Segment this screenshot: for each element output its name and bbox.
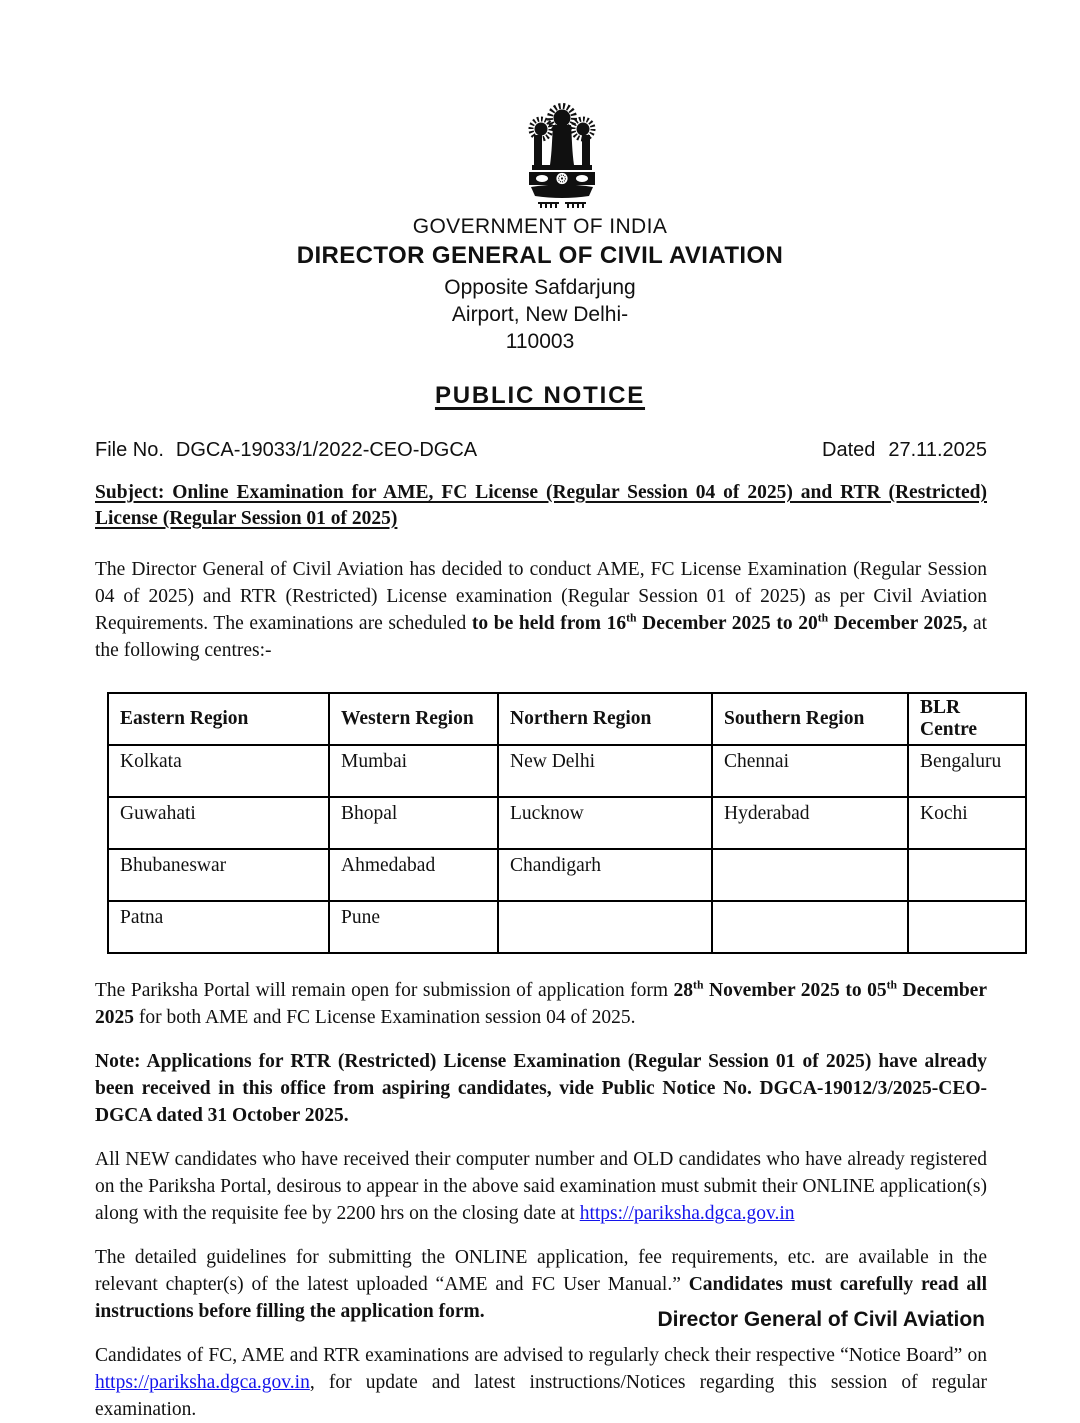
address-block	[0, 274, 1080, 355]
subject-line: Subject: Online Examination for AME, FC License (Regular Session 04 of 2025) and RTR (Restricted)	[95, 482, 987, 503]
centre-cell: Kochi	[908, 797, 1026, 849]
noticeboard-paragraph	[95, 1342, 987, 1423]
notice-title: PUBLIC NOTICE	[434, 382, 646, 409]
table-row	[108, 745, 1026, 797]
exam-dates-bold: December 2025 to 20	[636, 613, 818, 634]
india-national-emblem-icon	[526, 103, 598, 209]
dated-value: 27.11.2025	[888, 439, 987, 461]
centre-cell: Mumbai	[329, 745, 498, 797]
address-line: Airport, New Delhi-	[451, 303, 629, 326]
centre-cell	[712, 849, 908, 901]
centre-cell: New Delhi	[498, 745, 712, 797]
centre-cell: Bengaluru	[908, 745, 1026, 797]
centre-cell: Patna	[108, 901, 329, 953]
portal-dates-bold: December 2025	[95, 980, 987, 1028]
address-line: 110003	[505, 330, 575, 353]
paragraph-segment: The Director General of Civil Aviation has decided to conduct AME, FC License Examination (Regular Session 04 of 2025) and RTR (Restricted) License examination (Regular Session 01 of 2025) as per Civil Aviation Requirements. The examinations are scheduled	[95, 559, 987, 634]
subject-line: License (Regular Session 01 of 2025)	[95, 508, 398, 529]
paragraph-segment: The Pariksha Portal will remain open for submission of application form	[95, 980, 674, 1001]
ordinal-superscript: th	[886, 978, 898, 992]
file-number-group	[95, 439, 477, 462]
subject-heading	[95, 480, 987, 532]
signature-title: Director General of Civil Aviation	[657, 1308, 985, 1331]
centre-cell: Guwahati	[108, 797, 329, 849]
centre-cell: Chandigarh	[498, 849, 712, 901]
paragraph-segment: at the following centres:-	[95, 613, 988, 661]
department-title: DIRECTOR GENERAL OF CIVIL AVIATION	[296, 242, 784, 269]
centre-cell: Kolkata	[108, 745, 329, 797]
centre-cell: Pune	[329, 901, 498, 953]
centre-cell	[712, 901, 908, 953]
centre-cell: Hyderabad	[712, 797, 908, 849]
pariksha-portal-link[interactable]: https://pariksha.dgca.gov.in	[95, 1372, 310, 1393]
pariksha-portal-link[interactable]: https://pariksha.dgca.gov.in	[579, 1203, 795, 1224]
table-header-cell: Southern Region	[712, 693, 908, 745]
ordinal-superscript: th	[626, 611, 637, 625]
document-body	[0, 439, 1080, 1423]
table-header-cell: BLR Centre	[908, 693, 1026, 745]
centre-cell	[498, 901, 712, 953]
paragraph-segment: All NEW candidates who have received their computer number and OLD candidates who have already registered on the Pariksha Portal, desirous to appear in the above said examination must submit their ONLINE application(s) along with the requisite fee by 2200 hrs on the closing date at	[95, 1149, 987, 1224]
address-line: Opposite Safdarjung	[444, 276, 636, 299]
table-header-cell: Northern Region	[498, 693, 712, 745]
table-row	[108, 901, 1026, 953]
file-number-value: DGCA-19033/1/2022-CEO-DGCA	[175, 439, 478, 461]
paragraph-segment: Candidates of FC, AME and RTR examinations are advised to regularly check their respective “Notice Board” on	[95, 1345, 987, 1366]
exam-centres-table	[107, 692, 1027, 954]
table-row	[108, 797, 1026, 849]
file-number-label: File No.	[95, 439, 164, 461]
document-header	[0, 0, 1080, 410]
centre-cell	[908, 849, 1026, 901]
exam-dates-bold: December 2025,	[828, 613, 968, 634]
exam-dates-bold: to be held from 16	[471, 613, 627, 634]
centre-cell	[908, 901, 1026, 953]
paragraph-segment: , for update and latest instructions/Notices regarding this session of regular examination.	[95, 1372, 987, 1420]
dated-group	[822, 439, 987, 462]
candidates-paragraph	[95, 1146, 987, 1227]
centre-cell: Ahmedabad	[329, 849, 498, 901]
note-paragraph: Note: Applications for RTR (Restricted) License Examination (Regular Session 01 of 2025) have already been received in this office from aspiring candidates, vide Public Notice No. DGCA-19012/3/2025-CEO-DGCA dated 31 October 2025.	[95, 1051, 987, 1126]
centre-cell: Bhubaneswar	[108, 849, 329, 901]
table-header-row	[108, 693, 1026, 745]
portal-paragraph	[95, 977, 987, 1031]
portal-dates-bold: November 2025 to 05	[703, 980, 887, 1001]
portal-dates-bold: 28	[673, 980, 694, 1001]
ordinal-superscript: th	[817, 611, 829, 625]
centre-cell: Lucknow	[498, 797, 712, 849]
centre-cell: Bhopal	[329, 797, 498, 849]
file-date-line	[95, 439, 987, 462]
government-title: GOVERNMENT OF INDIA	[412, 215, 668, 238]
ordinal-superscript: th	[693, 978, 704, 992]
paragraph-segment: The detailed guidelines for submitting the ONLINE application, fee requirements, etc. are available in the relevant chapter(s) of the latest uploaded “AME and FC User Manual.”	[95, 1247, 987, 1295]
paragraph-segment: for both AME and FC License Examination session 04 of 2025.	[134, 1007, 636, 1028]
table-header-cell: Western Region	[329, 693, 498, 745]
instructions-bold: Candidates must carefully read all instructions before filling the application form.	[95, 1274, 987, 1322]
table-row	[108, 849, 1026, 901]
table-header-cell: Eastern Region	[108, 693, 329, 745]
intro-paragraph	[95, 556, 987, 664]
centre-cell: Chennai	[712, 745, 908, 797]
dated-label: Dated	[822, 439, 876, 461]
